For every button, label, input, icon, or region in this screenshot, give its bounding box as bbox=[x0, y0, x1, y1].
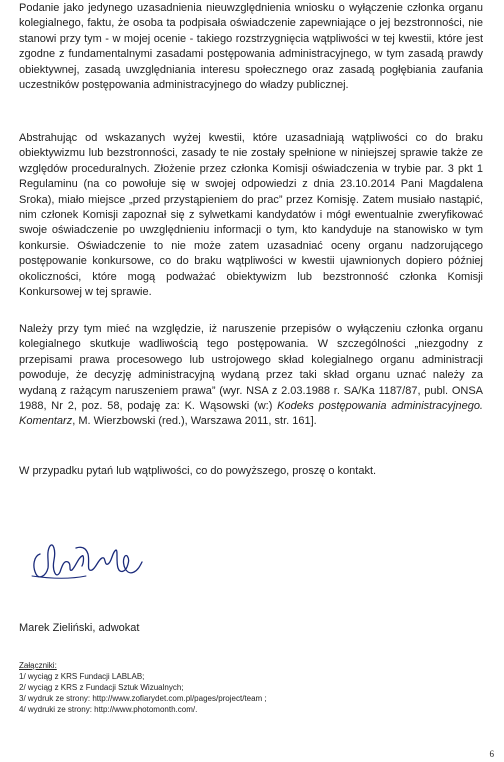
attachment-item: 4/ wydruki ze strony: http://www.photomonth.com/. bbox=[19, 705, 198, 714]
paragraph-3-book-title: Kodeks postępowania administracyjnego. Komentarz bbox=[19, 400, 483, 428]
paragraph-1: Podanie jako jedynego uzasadnienia nieuwzględnienia wniosku o wyłączenie członka organu kolegialnego, faktu, że osoba ta podpisała oświadczenie zapewniające o jej bezstronności, nie stanowi przy tym - w mojej ocenie - takiego rozstrzygnięcia wątpliwości w tej kwestii, które jest zgodne z fundamentalnymi zasadami postępowania administracyjnego, w tym zasadą prawdy obiektywnej, zasadą uwzględniania interesu społecznego oraz zasadą pogłębiania zaufania uczestników postępowania administracyjnego do władzy publicznej. bbox=[19, 2, 483, 92]
attachments-title: Załączniki: bbox=[19, 661, 57, 670]
paragraph-4: W przypadku pytań lub wątpliwości, co do powyższego, proszę o kontakt. bbox=[19, 465, 377, 477]
paragraph-3 bbox=[19, 322, 483, 430]
paragraph-3-text: Należy przy tym mieć na względzie, iż naruszenie przepisów o wyłączeniu członka organu kolegialnego skutkuje wadliwością tego postępowania. W szczególności „niezgodny z przepisami prawa procesowego lub ustrojowego skład kolegialnego organu administracji powoduje, że decyzję administracyjną wydaną przez taki skład organu uznać należy za wydaną z rażącym naruszeniem prawa” (wyr. NSA z 2.03.1988 r. SA/Ka 1187/87, publ. ONSA 1988, Nr 2, poz. 58, podaję za: K. Wąsowski (w:) bbox=[19, 323, 483, 413]
author-name: Marek Zieliński, adwokat bbox=[19, 622, 140, 634]
page-number: 6 bbox=[489, 749, 494, 759]
paragraph-2: Abstrahując od wskazanych wyżej kwestii, które uzasadniają wątpliwości co do braku obiektywizmu lub bezstronności, zasady te nie zostały spełnione w niniejszej sprawie także ze względów proceduralnych. Złożenie przez członka Komisji oświadczenia w trybie par. 3 pkt 1 Regulaminu (na co powołuje się w swojej odpowiedzi z dnia 23.10.2014 Pani Magdalena Sroka), miało miejsce „przed przystąpieniem do prac” przez Komisję. Zatem musiało nastąpić, nim członek Komisji zapoznał się z sylwetkami kandydatów i mógł ewentualnie zweryfikować swoje oświadczenie po uwzględnieniu informacji o tym, kto kandyduje na stanowisko w tym konkursie. Oświadczenie to nie może zatem uzasadniać oceny organu nadzorującego postępowanie konkursowe, co do braku wątpliwości w kwestii ujawnionych dopiero później okoliczności, które mogą podważać obiektywizm lub bezstronność członka Komisji Konkursowej w tej sprawie. bbox=[19, 132, 483, 299]
attachments-list bbox=[19, 660, 419, 715]
handwritten-signature bbox=[26, 532, 148, 592]
paragraph-3-tail: , M. Wierzbowski (red.), Warszawa 2011, str. 161]. bbox=[72, 415, 317, 428]
attachment-item: 2/ wyciąg z KRS z Fundacji Sztuk Wizualnych; bbox=[19, 683, 184, 692]
attachment-item: 1/ wyciąg z KRS Fundacji LABLAB; bbox=[19, 672, 145, 681]
attachment-item: 3/ wydruk ze strony: http://www.zofiarydet.com.pl/pages/project/team ; bbox=[19, 694, 267, 703]
